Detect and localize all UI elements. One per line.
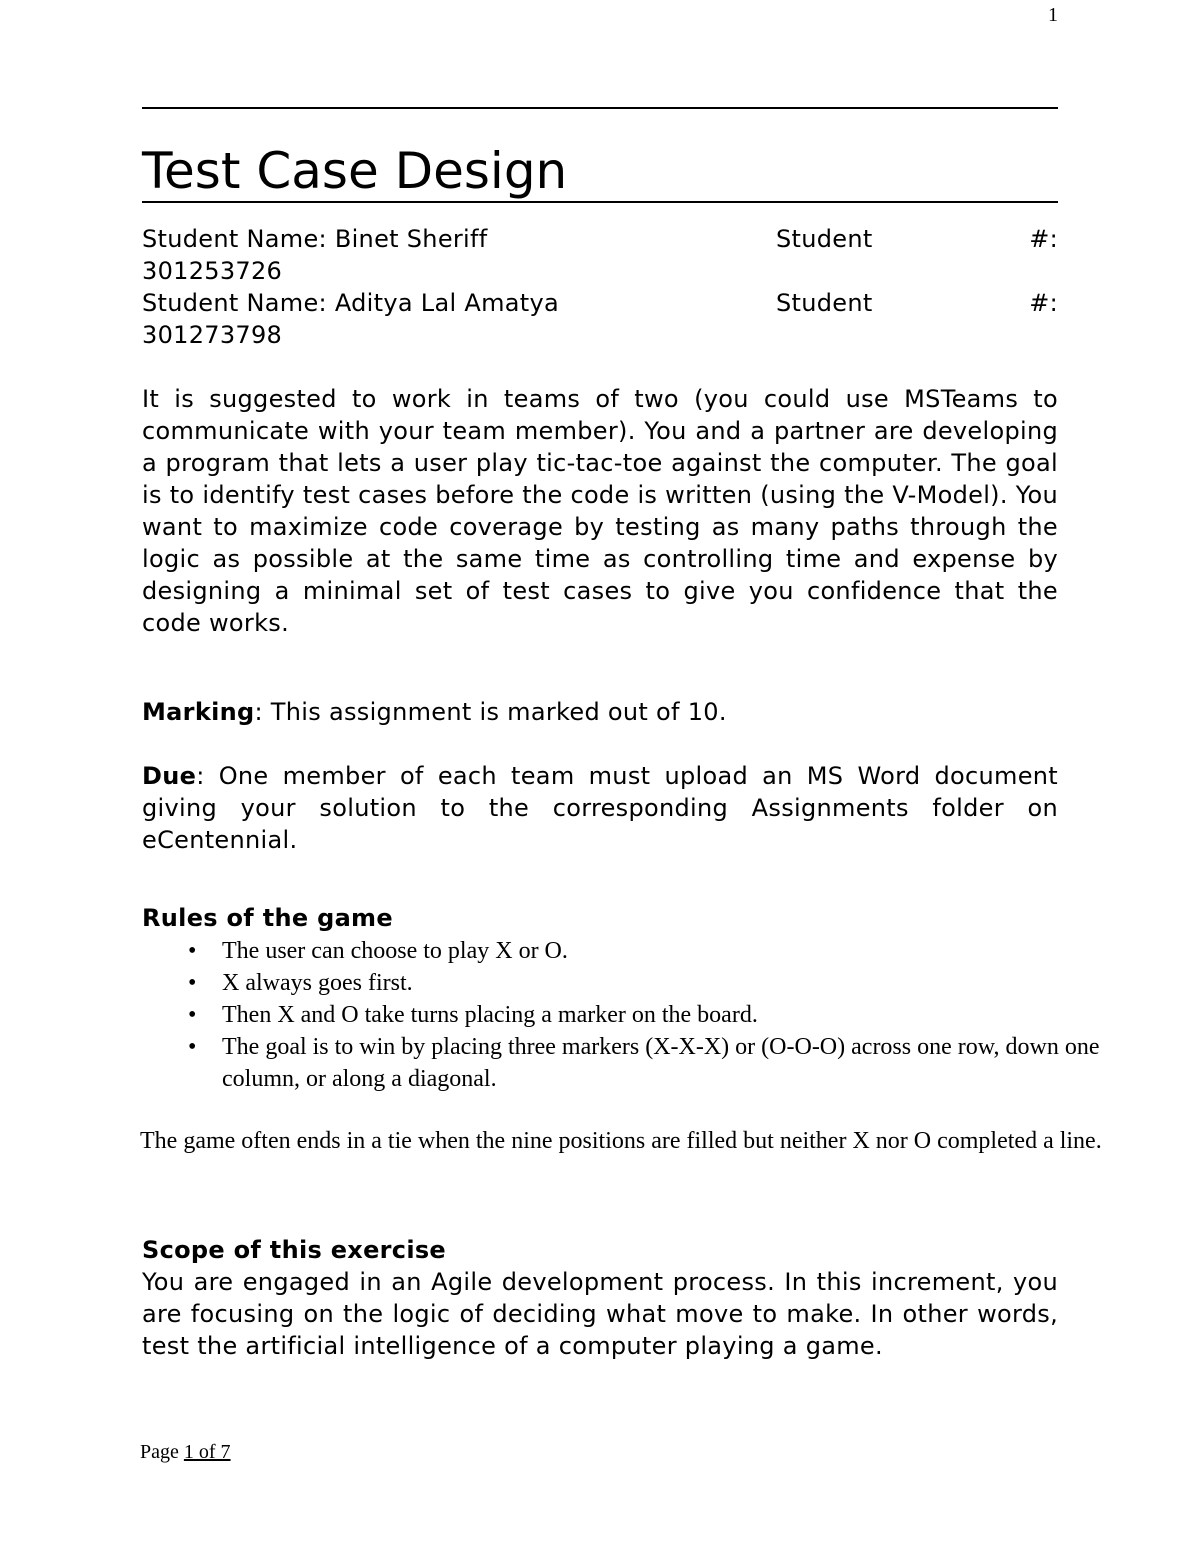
student-name: Student Name: Aditya Lal Amatya xyxy=(142,289,559,317)
rule-text: Then X and O take turns placing a marker on the board. xyxy=(222,1002,758,1028)
list-item xyxy=(142,1031,1102,1095)
list-item xyxy=(142,935,1102,967)
scope-paragraph: You are engaged in an Agile development process. In this increment, you are focusing on the logic of deciding what move to make. In other words, test the artificial intelligence of a computer playing a game. xyxy=(142,1268,1058,1360)
intro-paragraph: It is suggested to work in teams of two (you could use MSTeams to communicate with your team member). You and a partner are developing a program that lets a user play tic-tac-toe against the computer. The goal is to identify test cases before the code is written (using the V-Model). You want to maximize code coverage by testing as many paths through the logic as possible at the same time as controlling time and expense by designing a minimal set of test cases to give you confidence that the code works. xyxy=(142,385,1058,637)
page-footer xyxy=(140,1441,231,1464)
student-number: 301273798 xyxy=(142,321,283,349)
due-text: : One member of each team must upload an MS Word document giving your solution to the corresponding Assignments folder on eCentennial. xyxy=(142,762,1058,854)
rule-text: The user can choose to play X or O. xyxy=(222,938,568,964)
student-number-label-right: #: xyxy=(1029,225,1058,253)
marking-text: : This assignment is marked out of 10. xyxy=(254,698,727,726)
marking-label: Marking xyxy=(142,698,255,726)
list-item xyxy=(142,999,1102,1031)
bullet-icon: • xyxy=(188,1034,197,1060)
student-number-label xyxy=(776,223,1058,255)
bullet-icon: • xyxy=(188,970,197,996)
student-row xyxy=(142,287,1058,319)
rule-text: The goal is to win by placing three markers (X-X-X) or (O-O-O) across one row, down one column, or along a diagonal. xyxy=(222,1034,1100,1092)
student-info xyxy=(142,223,1058,351)
student-name: Student Name: Binet Sheriff xyxy=(142,225,488,253)
bullet-icon: • xyxy=(188,1002,197,1028)
rule-text: X always goes first. xyxy=(222,970,413,996)
footer-prefix: Page xyxy=(140,1441,184,1463)
footer-page-count: 1 of 7 xyxy=(183,1441,231,1463)
student-number: 301253726 xyxy=(142,257,283,285)
student-number-label-right: #: xyxy=(1029,289,1058,317)
document-title: Test Case Design xyxy=(142,142,568,200)
scope-heading: Scope of this exercise xyxy=(142,1236,447,1264)
due-label: Due xyxy=(142,762,197,790)
student-number-label xyxy=(776,287,1058,319)
top-rule xyxy=(142,107,1058,109)
bullet-icon: • xyxy=(188,938,197,964)
title-rule xyxy=(142,201,1058,203)
student-row xyxy=(142,223,1058,255)
due-paragraph xyxy=(142,760,1058,856)
marking-paragraph xyxy=(142,696,1058,728)
student-number-label-left: Student xyxy=(776,289,873,317)
rules-list xyxy=(142,935,1102,1095)
student-number-label-left: Student xyxy=(776,225,873,253)
list-item xyxy=(142,967,1102,999)
header-page-number: 1 xyxy=(1048,4,1058,26)
rules-heading: Rules of the game xyxy=(142,904,393,932)
tie-paragraph: The game often ends in a tie when the nine positions are filled but neither X nor O completed a line. xyxy=(140,1128,1102,1154)
